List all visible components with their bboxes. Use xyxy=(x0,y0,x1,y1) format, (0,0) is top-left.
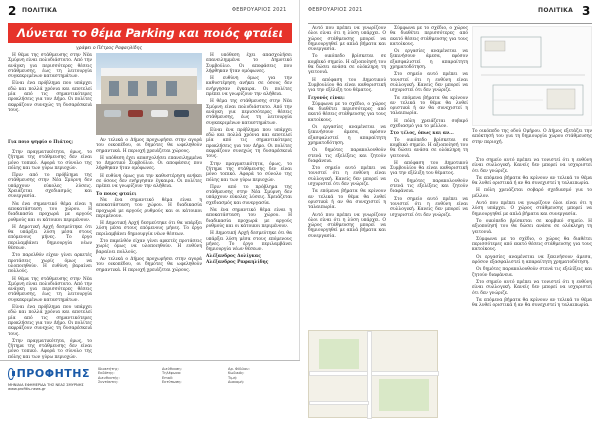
right-page xyxy=(300,0,600,425)
paragraph: Στην πραγματικότητα, όμως, το ζήτημα της στάθμευσης δεν είναι μόνο τοπικό. Αφορά το σύνολο της πόλης και των γύρω περιοχών. xyxy=(206,161,292,183)
subhead: Στο τέλος, όπως και αν... xyxy=(390,131,454,137)
page-number: 3 xyxy=(582,4,591,18)
site-plan-figure xyxy=(472,26,592,126)
paragraph: Το οικόπεδο βρίσκεται σε κομβικό σημείο. Η αξιοποίησή του θα δώσει ανάσα σε ολόκληρη τη γειτονιά. xyxy=(472,218,592,235)
paragraph: Η θέμα της στάθμευσης στην Νέα Σμύρνη είναι πολυδιάστατο. Από την ανάγκη για περισσότερες θέσεις στάθμευσης, έως τη λειτουργία συγκεκριμένων καταστημάτων. xyxy=(206,99,292,126)
article-column-c xyxy=(472,158,592,418)
masthead-footer xyxy=(0,360,300,425)
paragraph: Η απόφαση του Δημοτικού Συμβουλίου θα είναι καθοριστική για την εξέλιξη του θέματος. xyxy=(308,77,386,94)
paragraph: Πριν από το πρόβλημα της στάθμευσης στην Νέα Σμύρνη δεν υπάρχουν εύκολες λύσεις. Χρειάζεται σχεδιασμός και συνεργασία. xyxy=(206,184,292,206)
subhead: Γεγονός είναι: xyxy=(308,95,345,101)
article-column-b xyxy=(390,26,468,326)
right-page-header xyxy=(300,4,600,22)
paragraph: Στην πραγματικότητα, όμως, το ζήτημα της στάθμευσης δεν είναι μόνο τοπικό. Αφορά το σύνολο της πόλης και των γύρω περιοχών. xyxy=(8,338,92,360)
article-column-2 xyxy=(96,138,202,356)
logo-wordmark: ΠΡΟΦΗΤΗΣ xyxy=(16,367,90,380)
article-column-1 xyxy=(8,53,92,135)
author-signature: Αλέξανδρος Δολίγκας Αλέξανδρος Ραφαηλίδης xyxy=(206,254,269,265)
article-column-1-cont xyxy=(8,150,92,360)
paragraph: Να ένα σημαντικό θέμα είναι η αποκατάσταση του χώρου. Η διαδικασία προχωρά με αργούς ρυθμούς και οι κάτοικοι περιμένουν. xyxy=(206,208,292,229)
paragraph: Η ευθύνη όμως για την καθυστέρηση ανήκει σε όσους δεν ενήργησαν έγκαιρα. Οι πολίτες πρέπει να γνωρίζουν την αλήθεια. xyxy=(96,173,202,190)
paragraph: Σύμφωνα με το σχέδιο, ο χώρος θα διαθέτει περισσότερες από εκατό θέσεις στάθμευσης για τους κατοίκους. xyxy=(390,26,468,47)
prophet-logo-icon xyxy=(8,368,14,380)
paragraph: Είναι ένα πρόβλημα που υπάρχει εδώ και πολλά χρόνια και αποτελεί μία από τις σημαντικότερες προκλήσεις για τον Δήμο. Οι πολίτες εκφράζουν συνεχώς τη δυσαρέσκειά τους. xyxy=(8,81,92,113)
headline-banner xyxy=(8,23,292,43)
paragraph: Οι δημότες παρακολουθούν στενά τις εξελίξεις και ζητούν διαφάνεια. xyxy=(308,148,386,164)
paragraph: Αυτό που πρέπει να γνωρίζουν όλοι είναι ότι η λύση υπάρχει. Ο χώρος στάθμευσης μπορεί να δημιουργηθεί με απλά βήματα και συνεργασία. xyxy=(308,212,386,239)
paragraph: Τα επόμενα βήματα θα κρίνουν αν τελικά το θέμα θα λυθεί οριστικά ή αν θα συνεχιστεί η ταλαιπωρία. xyxy=(472,297,592,309)
paragraph: Είναι ένα πρόβλημα που υπάρχει εδώ και πολλά χρόνια και αποτελεί μία από τις σημαντικότερες προκλήσεις για τον Δήμο. Οι πολίτες εκφράζουν συνεχώς τη δυσαρέσκειά τους. xyxy=(8,305,92,337)
paragraph: Η θέμα της στάθμευσης στην Νέα Σμύρνη είναι πολυδιάστατο. Από την ανάγκη για περισσότερες θέσεις στάθμευσης, έως τη λειτουργία συγκεκριμένων καταστημάτων. xyxy=(8,276,92,303)
paragraph: Οι εργασίες αναμένεται να ξεκινήσουν άμεσα, εφόσον εξασφαλιστεί η απαραίτητη χρηματοδότηση. xyxy=(472,254,592,266)
paragraph: Στο παρελθόν είχαν γίνει αρκετές προτάσεις χωρίς όμως να υλοποιηθούν. Η ευθύνη βαραίνει πολλούς. xyxy=(96,239,202,255)
subhead: Για ποιο ψηφίο ο Πιάτος; xyxy=(8,140,74,145)
paragraph: Η ευθύνη όμως για την καθυστέρηση ανήκει σε όσους δεν ενήργησαν έγκαιρα. Οι πολίτες πρέπει να γνωρίζουν την αλήθεια. xyxy=(206,76,292,98)
paragraph: Αν τελικά ο Δήμος προχωρήσει στην αγορά του οικοπέδου, οι δημότες θα ωφεληθούν σημαντικά. Η περιοχή χρειάζεται χώρους. xyxy=(96,256,202,273)
paragraph: Στην πραγματικότητα, όμως, το ζήτημα της στάθμευσης δεν είναι μόνο τοπικό. Αφορά το σύνολο της πόλης και των γύρω περιοχών. xyxy=(8,150,92,171)
paragraph: Αυτό που πρέπει να γνωρίζουν όλοι είναι ότι η λύση υπάρχει. Ο χώρος στάθμευσης μπορεί να δημιουργηθεί με απλά βήματα και συνεργασία. xyxy=(472,201,592,217)
paragraph: Η Δημοτική Αρχή δεσμεύτηκε ότι θα υπάρξει λύση μέσα στους επόμενους μήνες. Το έργο περιλαμβάνει δημιουργία νέων θέσεων. xyxy=(206,231,292,253)
logo-subtitle: ΜΗΝΙΑΙΑ ΕΦΗΜΕΡΙΔΑ ΤΗΣ ΝΕΑΣ ΣΜΥΡΝΗΣ www.profitis-news.gr xyxy=(8,383,84,392)
imprint-column-3: Αρ. Φύλλου: Κωδικός: Τιμή: Διανομή: xyxy=(228,367,250,385)
paragraph: Η Δημοτική Αρχή δεσμεύτηκε ότι θα υπάρξει λύση μέσα στους επόμενους μήνες. Το έργο περιλαμβάνει δημιουργία νέων θέσεων. xyxy=(96,221,202,237)
paragraph: Η απόφαση του Δημοτικού Συμβουλίου θα είναι καθοριστική για την εξέλιξη του θέματος. xyxy=(390,160,468,177)
issue-date: ΦΕΒΡΟΥΑΡΙΟΣ 2021 xyxy=(232,7,287,13)
paragraph: Αν τελικά ο Δήμος προχωρήσει στην αγορά του οικοπέδου, οι δημότες θα ωφεληθούν σημαντικά. Η περιοχή χρειάζεται χώρους. xyxy=(96,138,202,154)
paragraph: Να ένα σημαντικό θέμα είναι η αποκατάσταση του χώρου. Η διαδικασία προχωρά με αργούς ρυθμούς και οι κάτοικοι περιμένουν. xyxy=(8,201,92,223)
subhead-block xyxy=(8,138,92,150)
paragraph: Η υπόθεση έχει απασχολήσει επανειλημμένα το Δημοτικό Συμβούλιο. Οι αποφάσεις που λήφθηκαν ήταν ομόφωνες. xyxy=(206,53,292,74)
article-column-3 xyxy=(206,53,292,356)
paragraph: Τα επόμενα βήματα θα κρίνουν αν τελικά το θέμα θα λυθεί οριστικά ή αν θα συνεχιστεί η ταλαιπωρία. xyxy=(390,95,468,117)
paragraph: Το οικόπεδο βρίσκεται σε κομβικό σημείο. Η αξιοποίησή του θα δώσει ανάσα σε ολόκληρη τη γειτονιά. xyxy=(308,54,386,76)
paragraph: Η θέμα της στάθμευσης στην Νέα Σμύρνη είναι πολυδιάστατο. Από την ανάγκη για περισσότερες θέσεις στάθμευσης, έως τη λειτουργία συγκεκριμένων καταστημάτων. xyxy=(8,53,92,80)
paragraph: Η Δημοτική Αρχή δεσμεύτηκε ότι θα υπάρξει λύση μέσα στους επόμενους μήνες. Το έργο περιλαμβάνει δημιουργία νέων θέσεων. xyxy=(8,224,92,252)
paragraph: Στο σημείο αυτό πρέπει να τονιστεί ότι η ευθύνη είναι συλλογική. Κανείς δεν μπορεί να ισχυριστεί ότι δεν γνώριζε. xyxy=(308,166,386,188)
article-byline: γράφει ο Πέτρος Ραφαηλίδης xyxy=(76,46,143,51)
paragraph: Πριν από το πρόβλημα της στάθμευσης στην Νέα Σμύρνη δεν υπάρχουν εύκολες λύσεις. Χρειάζεται σχεδιασμός και συνεργασία. xyxy=(8,173,92,200)
imprint-column-1: Ιδιοκτήτης: Εκδότης: Διευθυντής: Συντάκτες: xyxy=(98,367,120,385)
paragraph: Σύμφωνα με το σχέδιο, ο χώρος θα διαθέτει περισσότερες από εκατό θέσεις στάθμευσης για τους κατοίκους. xyxy=(472,236,592,253)
area-map-image xyxy=(308,330,438,418)
publication-logo xyxy=(8,367,90,392)
paragraph: Οι εργασίες αναμένεται να ξεκινήσουν άμεσα, εφόσον εξασφαλιστεί η απαραίτητη χρηματοδότηση. xyxy=(390,49,468,71)
paragraph: Σύμφωνα με το σχέδιο, ο χώρος θα διαθέτει περισσότερες από εκατό θέσεις στάθμευσης για τους κατοίκους. xyxy=(308,101,386,123)
paragraph: Οι δημότες παρακολουθούν στενά τις εξελίξεις και ζητούν διαφάνεια. xyxy=(390,178,468,195)
paragraph: Να ένα σημαντικό θέμα είναι η αποκατάσταση του χώρου. Η διαδικασία προχωρά με αργούς ρυθμούς και οι κάτοικοι περιμένουν. xyxy=(96,197,202,219)
paragraph: Το οικόπεδο βρίσκεται σε κομβικό σημείο. Η αξιοποίησή του θα δώσει ανάσα σε ολόκληρη τη γειτονιά. xyxy=(390,137,468,159)
paragraph: Οι δημότες παρακολουθούν στενά τις εξελίξεις και ζητούν διαφάνεια. xyxy=(472,267,592,278)
header-rule xyxy=(308,23,592,24)
paragraph: Στο σημείο αυτό πρέπει να τονιστεί ότι η ευθύνη είναι συλλογική. Κανείς δεν μπορεί να ισχυριστεί ότι δεν γνώριζε. xyxy=(472,279,592,296)
issue-date: ΦΕΒΡΟΥΑΡΙΟΣ 2021 xyxy=(308,7,363,13)
article-column-a xyxy=(308,26,386,326)
paragraph: Η πόλη χρειάζεται σοβαρό σχεδιασμό για το μέλλον. xyxy=(390,118,468,130)
paragraph: Αυτό που πρέπει να γνωρίζουν όλοι είναι ότι η λύση υπάρχει. Ο χώρος στάθμευσης μπορεί να δημιουργηθεί με απλά βήματα και συνεργασία. xyxy=(308,26,386,53)
section-label: ΠΟΛΙΤΙΚΑ xyxy=(538,7,574,14)
paragraph: Η πόλη χρειάζεται σοβαρό σχεδιασμό για το μέλλον. xyxy=(472,188,592,199)
site-plan-drawing xyxy=(473,27,593,127)
figure-caption: Το οικόπεδο της οδού Ομήρου. Ο Δήμος εξετάζει την απόκτησή του για τη δημιουργία χώρου στάθμευσης στην περιοχή. xyxy=(472,129,592,145)
paragraph: Στο σημείο αυτό πρέπει να τονιστεί ότι η ευθύνη είναι συλλογική. Κανείς δεν μπορεί να ισχυριστεί ότι δεν γνώριζε. xyxy=(472,158,592,174)
paragraph: Στο σημείο αυτό πρέπει να τονιστεί ότι η ευθύνη είναι συλλογική. Κανείς δεν μπορεί να ισχυριστεί ότι δεν γνώριζε. xyxy=(390,72,468,94)
article-headline: Λύνεται το θέμα Parking και ποιός φταίει xyxy=(16,26,284,40)
paragraph: Τα επόμενα βήματα θα κρίνουν αν τελικά το θέμα θα λυθεί οριστικά ή αν θα συνεχιστεί η ταλαιπωρία. xyxy=(472,175,592,187)
subhead: Το ποιος φταίει xyxy=(96,191,137,197)
article-photo-building xyxy=(96,53,202,135)
imprint-column-2: Διεύθυνση: Τηλέφωνο: Email: Εκτύπωση: xyxy=(162,367,182,385)
paragraph: Είναι ένα πρόβλημα που υπάρχει εδώ και πολλά χρόνια και αποτελεί μία από τις σημαντικότερες προκλήσεις για τον Δήμο. Οι πολίτες εκφράζουν συνεχώς τη δυσαρέσκειά τους. xyxy=(206,127,292,160)
paragraph: Οι εργασίες αναμένεται να ξεκινήσουν άμεσα, εφόσον εξασφαλιστεί η απαραίτητη χρηματοδότηση. xyxy=(308,125,386,146)
left-page-header xyxy=(0,4,299,22)
section-label: ΠΟΛΙΤΙΚΑ xyxy=(22,7,58,14)
paragraph: Τα επόμενα βήματα θα κρίνουν αν τελικά το θέμα θα λυθεί οριστικά ή αν θα συνεχιστεί η ταλαιπωρία. xyxy=(308,189,386,211)
paragraph: Η υπόθεση έχει απασχολήσει επανειλημμένα το Δημοτικό Συμβούλιο. Οι αποφάσεις που λήφθηκαν ήταν ομόφωνες. xyxy=(96,155,202,172)
paragraph: Στο σημείο αυτό πρέπει να τονιστεί ότι η ευθύνη είναι συλλογική. Κανείς δεν μπορεί να ισχυριστεί ότι δεν γνώριζε. xyxy=(390,196,468,218)
page-number: 2 xyxy=(8,4,17,18)
paragraph: Στο παρελθόν είχαν γίνει αρκετές προτάσεις χωρίς όμως να υλοποιηθούν. Η ευθύνη βαραίνει πολλούς. xyxy=(8,253,92,275)
